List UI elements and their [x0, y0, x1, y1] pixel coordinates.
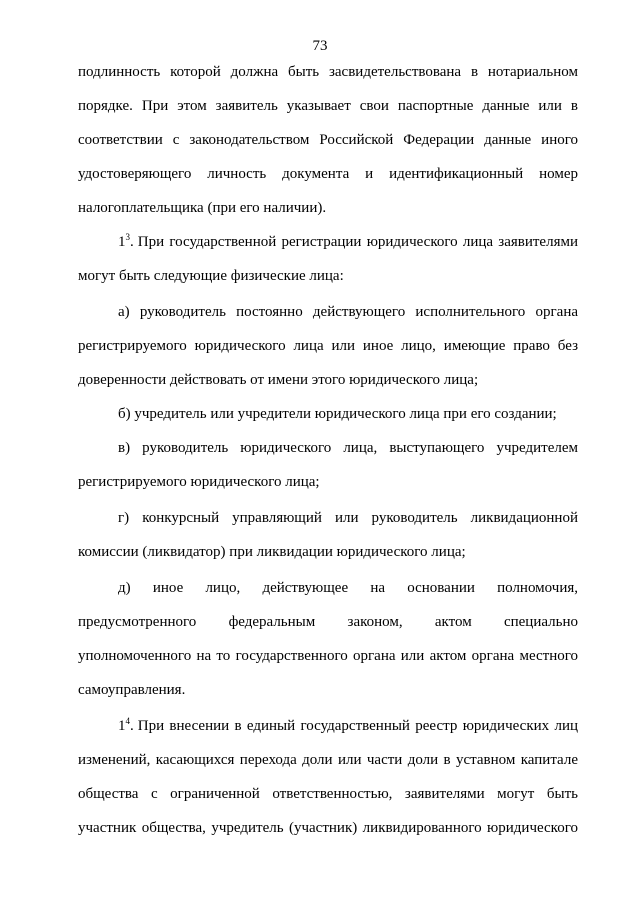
text-line: При внесении в единый государственный реестр юридических лиц: [137, 718, 578, 734]
text-line: уполномоченного на то государственного органа или актом органа местного: [78, 648, 578, 664]
text-line: самоуправления.: [78, 682, 186, 698]
text-line: могут быть следующие физические лица:: [78, 268, 344, 284]
clause-1-4-line: [118, 717, 578, 735]
text-line: При государственной регистрации юридического лица заявителями: [137, 234, 578, 250]
clause-number: $1^4$.: [118, 716, 134, 734]
text-line: участник общества, учредитель (участник) ликвидированного юридического: [78, 820, 578, 836]
text-line: д) иное лицо, действующее на основании полномочия,: [118, 580, 578, 596]
text-line: соответствии с законодательством Российской Федерации данные иного: [78, 132, 578, 148]
text-line: налогоплательщика (при его наличии).: [78, 200, 327, 216]
text-line: регистрируемого юридического лица или иное лицо, имеющие право без: [78, 338, 578, 354]
text-line: доверенности действовать от имени этого юридического лица;: [78, 372, 479, 388]
text-line: г) конкурсный управляющий или руководитель ликвидационной: [118, 510, 578, 526]
text-line: в) руководитель юридического лица, выступающего учредителем: [118, 440, 578, 456]
text-line: изменений, касающихся перехода доли или части доли в уставном капитале: [78, 752, 578, 768]
text-line: удостоверяющего личность документа и идентификационный номер: [78, 166, 578, 182]
text-line: предусмотренного федеральным законом, актом специально: [78, 614, 578, 630]
text-line: а) руководитель постоянно действующего исполнительного органа: [118, 304, 578, 320]
text-line: порядке. При этом заявитель указывает свои паспортные данные или в: [78, 98, 578, 114]
text-line: регистрируемого юридического лица;: [78, 474, 320, 490]
text-line: комиссии (ликвидатор) при ликвидации юридического лица;: [78, 544, 466, 560]
clause-number: $1^3$.: [118, 232, 134, 250]
text-line: подлинность которой должна быть засвидетельствована в нотариальном: [78, 64, 578, 80]
page-number: 73: [312, 38, 328, 54]
text-line: общества с ограниченной ответственностью, заявителями могут быть: [78, 786, 578, 802]
text-line: б) учредитель или учредители юридического лица при его создании;: [118, 406, 557, 422]
clause-1-3-line: [118, 233, 578, 251]
